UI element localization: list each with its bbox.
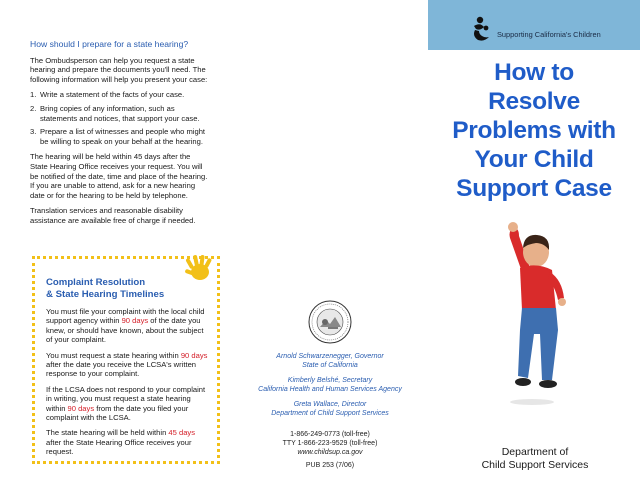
translation-paragraph: Translation services and reasonable disability assistance are available free of charge if needed.	[30, 206, 196, 225]
timeline-hearing-held: The state hearing will be held within 45 days after the State Hearing Office receives your request.	[46, 428, 196, 457]
secretary-block	[240, 376, 420, 394]
director-block	[240, 400, 420, 418]
middle-panel	[240, 300, 420, 470]
department-name: Department of Child Support Services	[481, 446, 589, 471]
list-item: 1. Write a statement of the facts of your case.	[30, 90, 185, 100]
family-logo-icon	[470, 16, 494, 42]
secretary-name: Kimberly Belshé, Secretary	[287, 377, 373, 384]
governor-org: State of California	[302, 362, 358, 369]
list-item: 3. Prepare a list of witnesses and people who might be willing to speak on your behalf at the hearing.	[30, 127, 206, 146]
tty-number: TTY 1-866-223-9529 (toll-free)	[282, 440, 378, 447]
timelines-box	[32, 256, 220, 464]
handprint-icon	[180, 254, 216, 284]
intro-paragraph: The Ombudsperson can help you request a state hearing and prepare the documents you'll need. The following information will help you present your case:	[30, 55, 208, 84]
list-item: 2. Bring copies of any information, such as statements and notices, that support your case.	[30, 103, 200, 123]
hearing-paragraph: The hearing will be held within 45 days after the State Hearing Office receives your request. You will be notified of the date, time and place of the hearing. If you are unable to attend, ask for a new hearing date or for the hearing to be held by telephone.	[30, 152, 208, 200]
timeline-request-hearing: You must request a state hearing within 90 days after the date you receive the LCSA's written response to your complaint.	[46, 350, 208, 379]
governor-name: Arnold Schwarzenegger, Governor	[276, 353, 384, 360]
child-photo	[492, 210, 572, 410]
timeline-no-response: If the LCSA does not respond to your complaint in writing, you must request a state hearing within 90 days from the date you filed your complaint with the LCSA.	[46, 384, 206, 423]
secretary-org: California Health and Human Services Agency	[258, 386, 402, 393]
brochure-title: How to Resolve Problems with Your Child Support Case	[452, 59, 616, 202]
timelines-title: Complaint Resolution & State Hearing Timelines	[46, 277, 165, 300]
state-hearing-heading: How should I prepare for a state hearing?	[30, 39, 189, 49]
preparation-steps-list	[30, 90, 210, 146]
top-banner	[428, 0, 640, 50]
governor-block	[240, 352, 420, 370]
director-name: Greta Wallace, Director	[293, 401, 367, 408]
timeline-complaint: You must file your complaint with the local child support agency within 90 days of the date you knew, or should have known, about the subject of your complaint.	[46, 307, 205, 345]
banner-tagline: Supporting California's Children	[497, 30, 601, 39]
phone-number: 1-866-249-0773 (toll-free)	[290, 431, 370, 438]
contact-block	[240, 430, 420, 470]
website-link[interactable]: www.childsup.ca.gov	[297, 449, 363, 456]
publication-number: PUB 253 (7/06)	[305, 462, 355, 469]
left-panel	[30, 40, 210, 232]
state-seal-icon	[308, 300, 352, 344]
director-org: Department of Child Support Services	[271, 410, 389, 417]
